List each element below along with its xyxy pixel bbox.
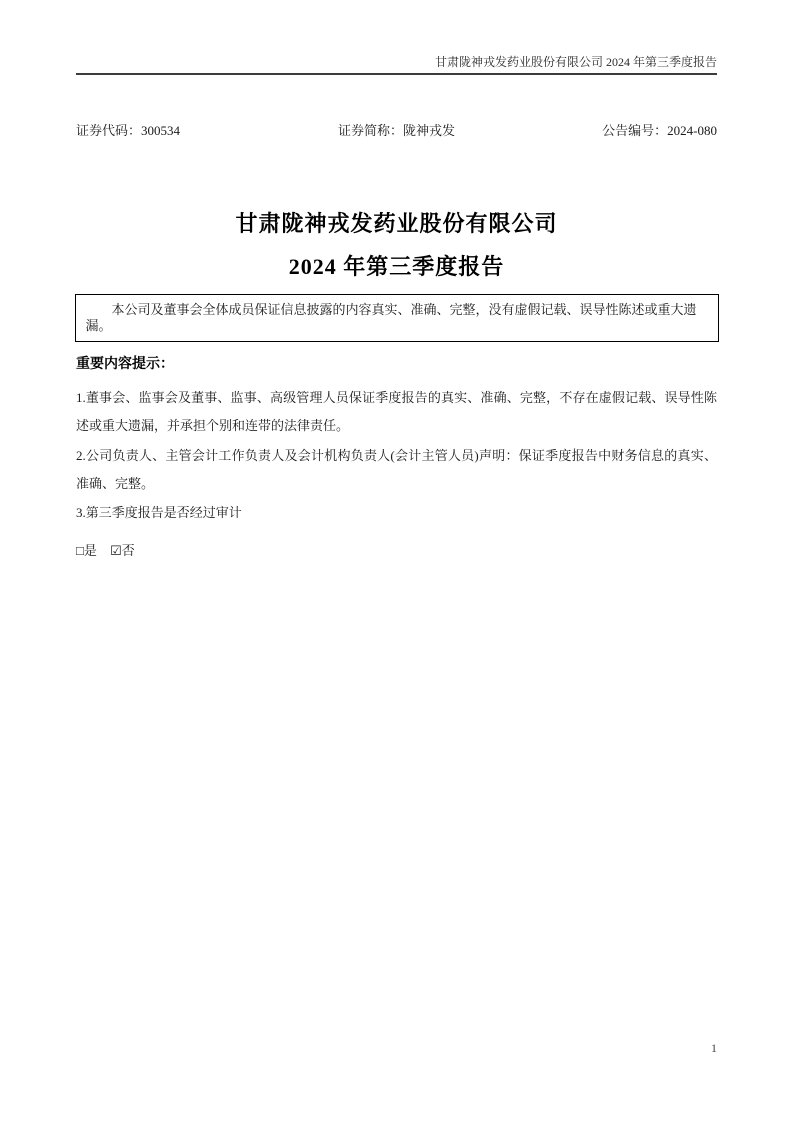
stock-abbreviation: 证券简称：陇神戎发 [338, 123, 456, 138]
audit-options-row [76, 537, 717, 565]
notice-item-1: 1.董事会、监事会及董事、监事、高级管理人员保证季度报告的真实、准确、完整，不存在虚假记载、误导性陈述或重大遗漏，并承担个别和连带的法律责任。 [76, 390, 717, 433]
announcement-number: 公告编号：2024-080 [602, 123, 718, 138]
notice-item-2: 2.公司负责人、主管会计工作负责人及会计机构负责人(会计主管人员)声明：保证季度报告中财务信息的真实、准确、完整。 [76, 448, 717, 491]
statement-text: 本公司及董事会全体成员保证信息披露的内容真实、准确、完整，没有虚假记载、误导性陈述或重大遗漏。 [85, 302, 697, 333]
running-header [76, 55, 717, 75]
meta-row [76, 123, 717, 139]
stock-code: 证券代码：300534 [76, 123, 181, 138]
audit-no-checkbox-checked: ☑否 [110, 543, 135, 558]
company-name-title: 甘肃陇神戎发药业股份有限公司 [235, 211, 558, 236]
running-header-text: 甘肃陇神戎发药业股份有限公司 2024 年第三季度报告 [434, 55, 717, 69]
page-number: 1 [711, 1041, 717, 1055]
notice-heading: 重要内容提示： [76, 357, 174, 372]
report-period-title: 2024 年第三季度报告 [288, 254, 505, 279]
statement-box [75, 294, 719, 342]
notice-item-3: 3.第三季度报告是否经过审计 [76, 505, 242, 520]
audit-yes-checkbox-unchecked: □是 [76, 543, 97, 558]
